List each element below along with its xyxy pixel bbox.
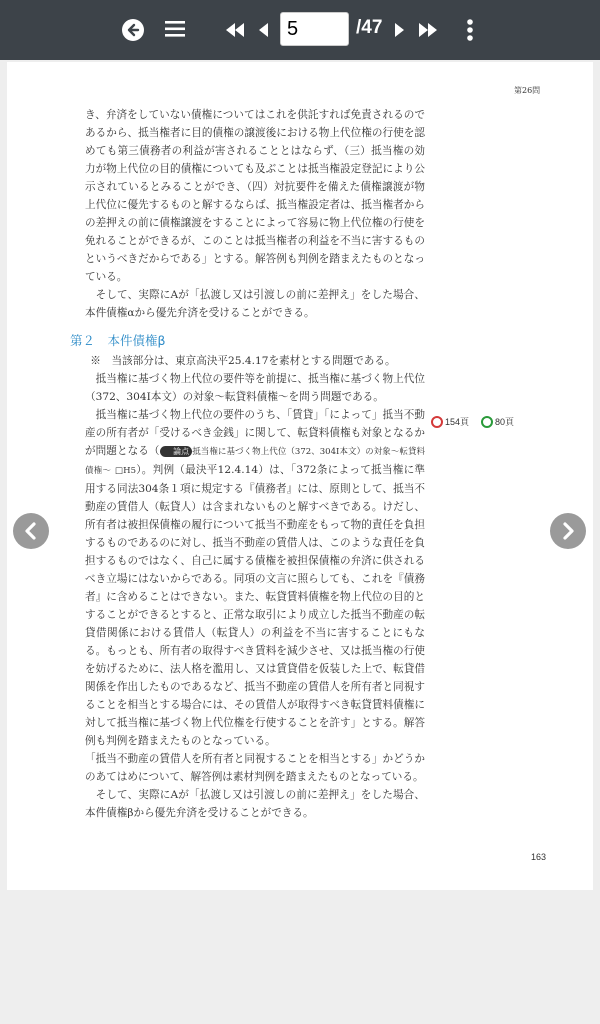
reference-green-icon [481, 416, 493, 428]
cross-reference-link[interactable] [481, 415, 514, 428]
paragraph: 「抵当不動産の賃借人を所有者と同視することを相当とする」かどうかのあてはめについて、解答例は素材判例を踏まえたものとなっている。 [85, 753, 425, 783]
prev-page-button[interactable] [259, 23, 268, 37]
total-pages: /47 [356, 17, 383, 38]
chevron-right-icon [558, 521, 578, 541]
section-title: 第２ 本件債権β [70, 333, 166, 348]
back-button[interactable] [122, 19, 144, 41]
paragraph-text: ）。判例（最決平12.4.14）は、「372条によって抵当権に準用する同法304条１項に規定する『債務者』には、原則として、抵当不動産の賃借人（転貸人）は含まれないものと解すべきである。けだし、所有者は被担保債権の履行について抵当不動産をもって物的責任を負担するものであるのに対し、抵当不動産の賃借人は、このような責任を負担するものではなく、自己に属する債権を被担保債権の弁済に供されるべき立場にはないからである。同項の文言に照らしても、これを『債務者』に含めることはできない。また、転貸賃料債権を物上代位の目的とすることができるとすると、正常な取引により成立した抵当不動産の転貸借関係における賃借人（転貸人）の利益を不当に害することにもなる。もっとも、所有者の取得すべき賃料を減少させ、又は抵当権の行使を妨げるために、法人格を濫用し、又は賃貸借を仮装した上で、転貸借関係を作出したものであるなど、抵当不動産の賃借人を所有者と同視することを相当とする場合には、その賃借人が取得すべき転貸賃料債権に対して抵当権に基づく物上代位権を行使することを許す」とする。解答例も判例を踏まえたものとなっている。 [85, 464, 425, 747]
note: ※ 当該部分は、東京高決平25.4.17を素材とする問題である。 [90, 355, 396, 367]
prev-page-arrow[interactable] [13, 513, 49, 549]
last-page-button[interactable] [419, 23, 437, 37]
next-page-button[interactable] [395, 23, 404, 37]
triangle-right-icon [395, 23, 404, 37]
arrow-left-circle-icon [122, 19, 144, 41]
triangle-left-icon [259, 23, 268, 37]
page-content [70, 106, 426, 822]
paragraph: そして、実際にAが「払渡し又は引渡しの前に差押え」をした場合、本件債権αから優先弁済を受けることができる。 [85, 289, 425, 319]
paragraph: そして、実際にAが「払渡し又は引渡しの前に差押え」をした場合、本件債権βから優先弁済を受けることができる。 [85, 789, 425, 819]
paragraph: き、弁済をしていない債権についてはこれを供託すれば免責されるのであるから、抵当権者に目的債権の譲渡後における物上代位権の行使を認めても第三債務者の利益が害されることとはならず、（三）抵当権の効力が物上代位の目的債権についても及ぶことは抵当権設定登記により公示されているとみることができ、（四）対抗要件を備えた債権譲渡が物上代位に優先するものと解するならば、抵当権設定者は、抵当権者からの差押えの前に債権譲渡をすることによって容易に物上代位権の行使を免れることができるが、このことは抵当権者の利益を不当に害するものというべきだからである」とする。解答例も判例を踏まえたものとなっている。 [85, 109, 425, 283]
paragraph: 抵当権に基づく物上代位の要件等を前提に、抵当権に基づく物上代位（372、304Ⅰ本文）の対象～転貸料債権～を問う問題である。 [85, 373, 425, 403]
reference-page: 154頁 [445, 417, 470, 427]
cross-reference-link[interactable] [431, 415, 469, 428]
chevron-left-icon [21, 521, 41, 541]
menu-button[interactable] [165, 20, 185, 38]
first-page-button[interactable] [226, 23, 244, 37]
reference-red-icon [431, 416, 443, 428]
page-header: 第26問 [514, 86, 541, 95]
page-number: 163 [531, 852, 547, 862]
issue-badge: 論点 [160, 446, 193, 457]
double-chevron-left-icon [226, 23, 244, 37]
document-page [7, 62, 593, 890]
hamburger-icon [165, 20, 185, 38]
page-number-input[interactable] [280, 12, 349, 46]
issue-ref: □H5 [114, 466, 136, 476]
double-chevron-right-icon [419, 23, 437, 37]
next-page-arrow[interactable] [550, 513, 586, 549]
reference-page: 80頁 [495, 417, 515, 427]
more-options-button[interactable] [466, 18, 474, 42]
issue-label: 抵当権に基づく物上代位（372、304Ⅰ本文）の対象～転貸料債権～ [85, 447, 426, 476]
paragraph [85, 406, 425, 750]
paragraph-text: 抵当権に基づく物上代位の要件のうち、「賃貸」「によって」抵当不動産の所有者が「受けるべき金銭」に関して、転貸料債権も対象となるかが問題となる（ [85, 409, 425, 457]
vertical-dots-icon [466, 18, 474, 42]
viewer-toolbar [0, 0, 600, 60]
